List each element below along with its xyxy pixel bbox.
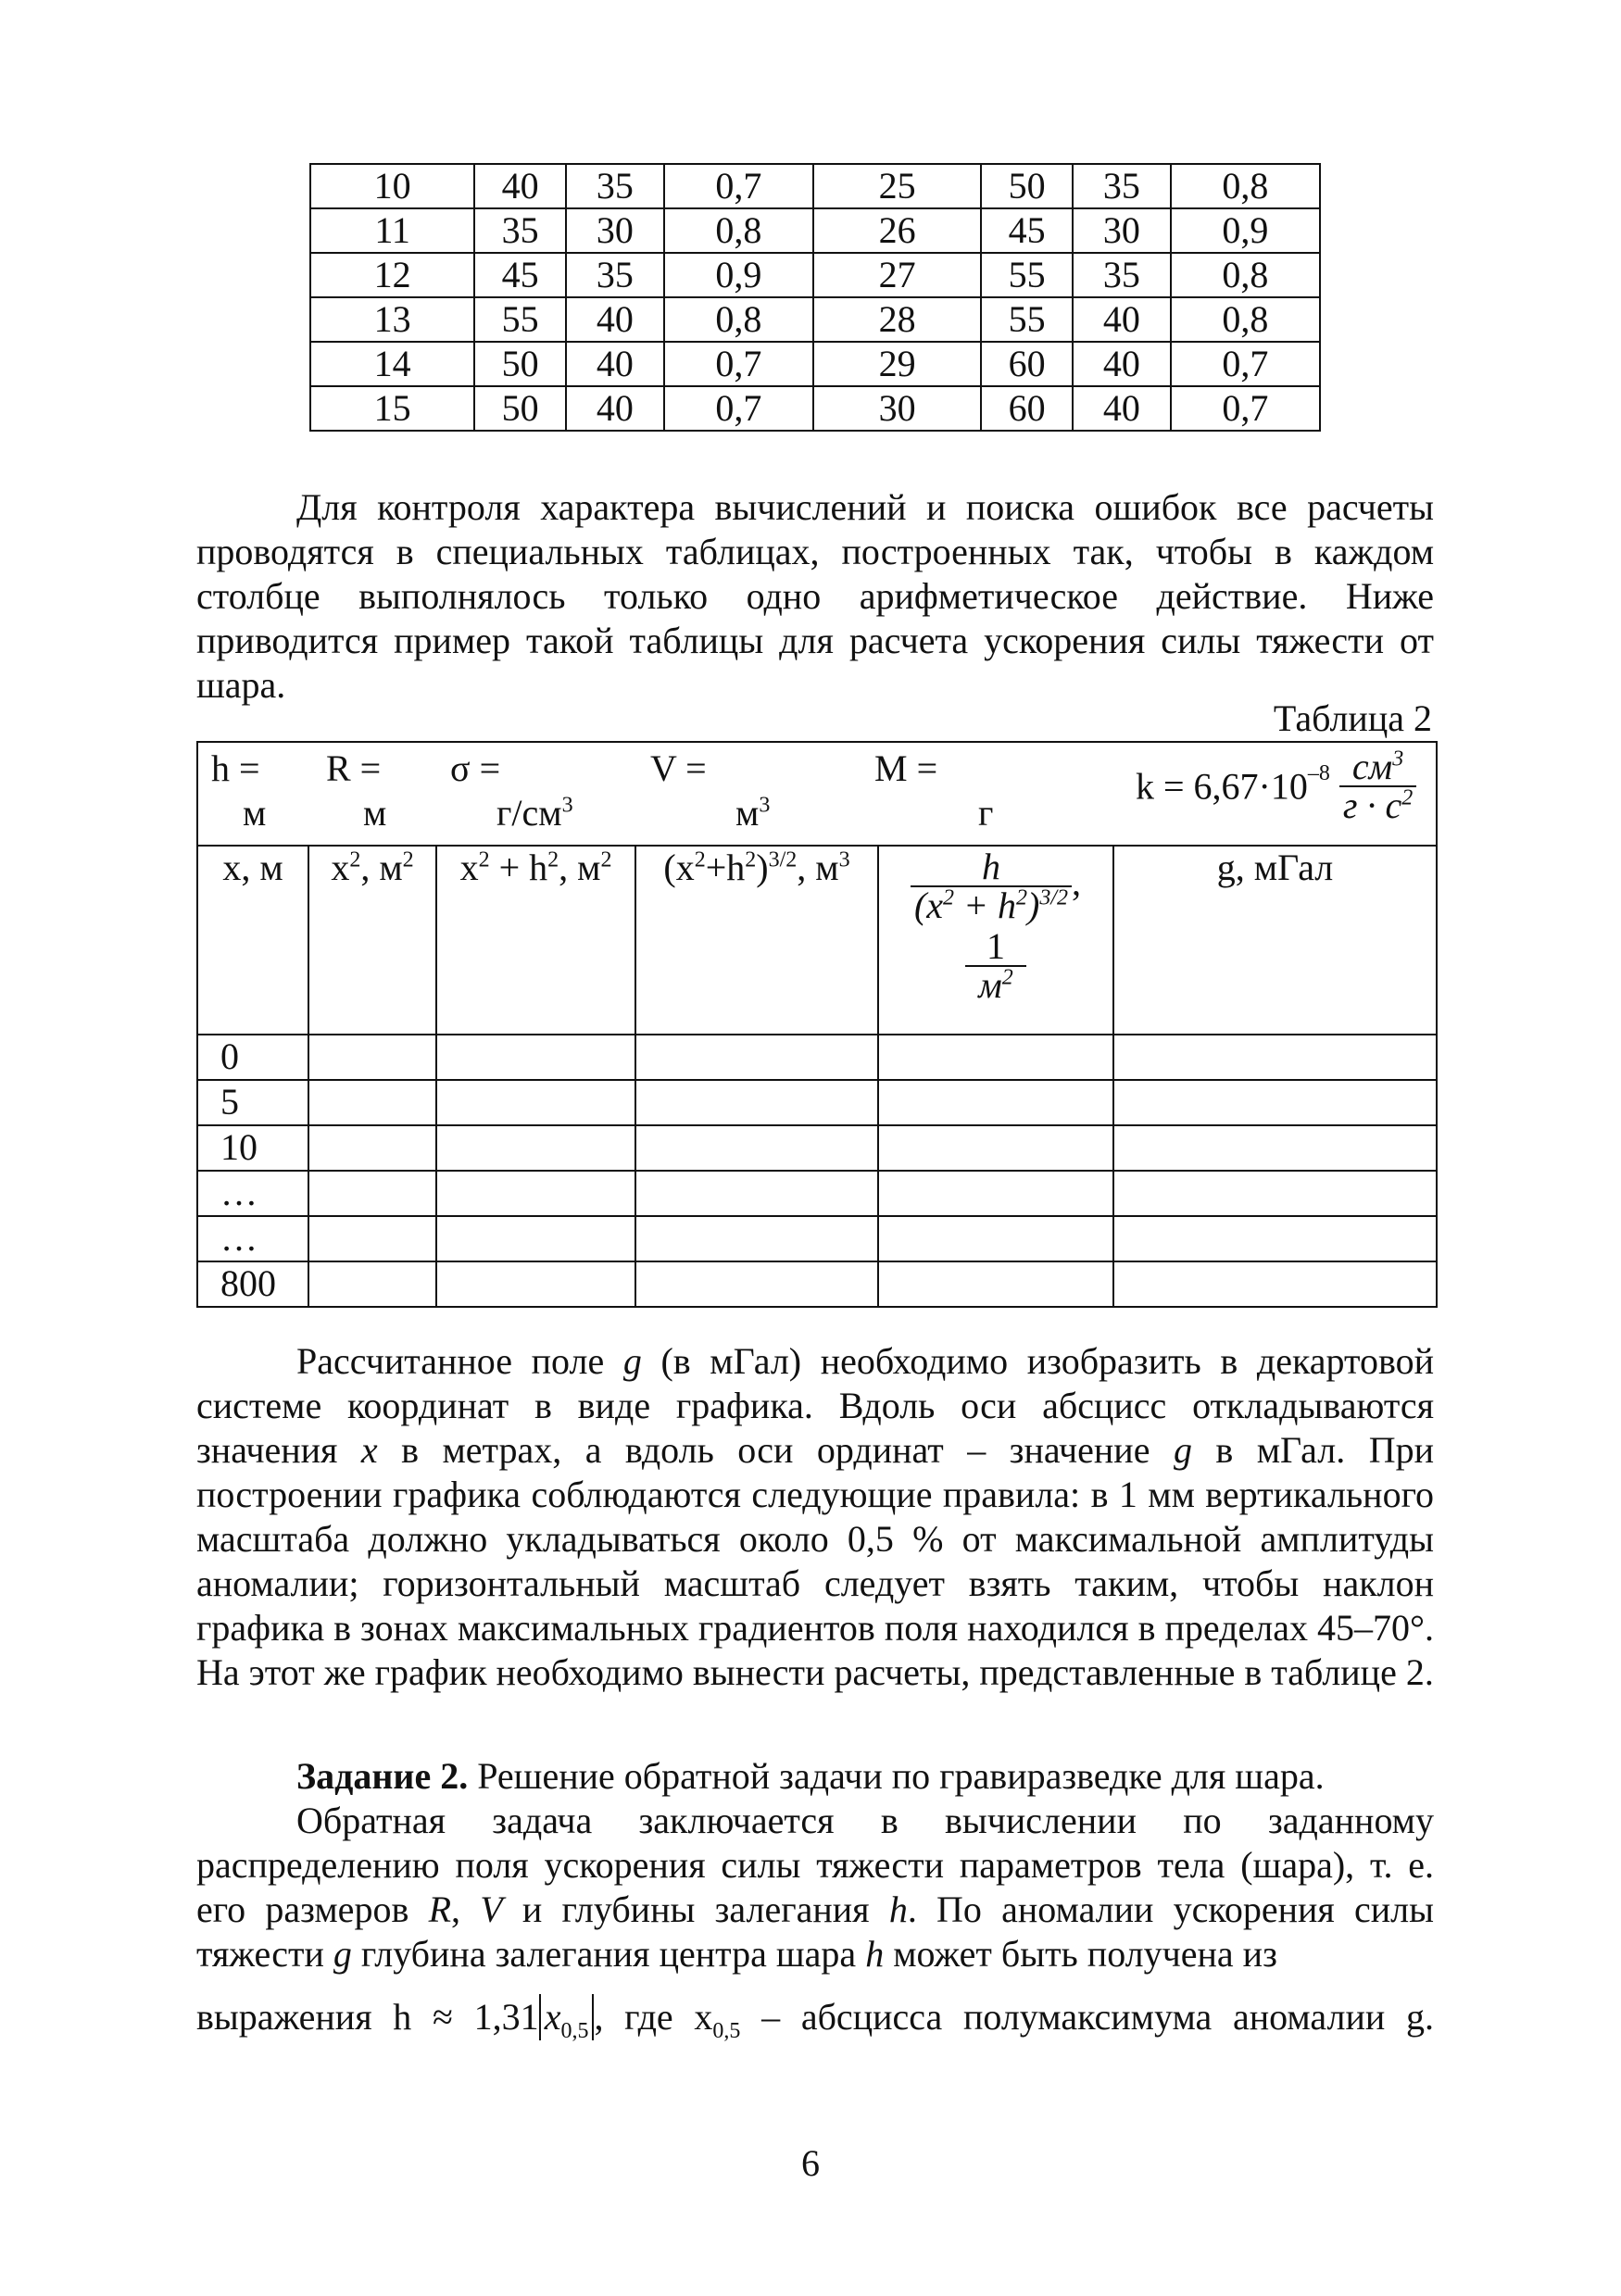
param-m-label: M = xyxy=(874,747,938,789)
table-cell: 0,9 xyxy=(664,253,813,297)
empty-cell xyxy=(635,1035,878,1080)
empty-cell xyxy=(436,1171,635,1216)
empty-cell xyxy=(878,1035,1113,1080)
page-number: 6 xyxy=(801,2142,820,2184)
empty-cell xyxy=(878,1125,1113,1171)
column-headers-row xyxy=(197,846,1437,1035)
table-row xyxy=(310,386,1320,431)
col-header-power: $(x^2+h^2)^{3/2}$, $м^3$ xyxy=(635,846,878,1035)
x-value-cell: 10 xyxy=(197,1125,308,1171)
x-value-cell: … xyxy=(197,1171,308,1216)
table-cell: 50 xyxy=(474,342,566,386)
k-units-fraction: $\frac{см^3}{г \cdot с^2}$ xyxy=(1339,748,1416,824)
empty-cell xyxy=(635,1261,878,1307)
formula-line: выражения h ≈ 1,31 $x_{0,5}$ , где $x_{0,5}$ – абсцисса полумаксимума аномалии g. xyxy=(196,1996,1434,2043)
empty-cell xyxy=(878,1171,1113,1216)
table-cell: 40 xyxy=(566,342,664,386)
empty-cell xyxy=(308,1171,436,1216)
table-row xyxy=(310,253,1320,297)
table-cell: 35 xyxy=(566,253,664,297)
empty-cell xyxy=(308,1080,436,1125)
empty-cell xyxy=(436,1261,635,1307)
empty-cell xyxy=(436,1216,635,1261)
table-cell: 28 xyxy=(813,297,981,342)
table-cell: 0,8 xyxy=(1171,297,1320,342)
empty-cell xyxy=(1113,1125,1437,1171)
empty-cell xyxy=(1113,1171,1437,1216)
empty-cell xyxy=(878,1080,1113,1125)
table2-caption: Таблица 2 xyxy=(1273,697,1432,739)
empty-cell xyxy=(308,1261,436,1307)
parameters-cell xyxy=(198,743,1436,845)
x-value-cell: 0 xyxy=(197,1035,308,1080)
table-cell: 40 xyxy=(1073,386,1171,431)
empty-cell xyxy=(436,1035,635,1080)
table-cell: 30 xyxy=(566,208,664,253)
x-value-cell: 5 xyxy=(197,1080,308,1125)
unit-fraction: $\frac{1}{м^2}$ xyxy=(965,928,1026,1004)
table-cell: 55 xyxy=(981,253,1073,297)
param-r-unit: м xyxy=(363,792,387,834)
empty-cell xyxy=(635,1216,878,1261)
table-cell: 35 xyxy=(474,208,566,253)
param-r-label: R = xyxy=(326,747,382,789)
table-cell: 40 xyxy=(566,386,664,431)
table-cell: 40 xyxy=(566,297,664,342)
table-cell: 29 xyxy=(813,342,981,386)
empty-cell xyxy=(436,1080,635,1125)
param-h-unit: м xyxy=(243,792,267,834)
table-cell: 26 xyxy=(813,208,981,253)
table-row xyxy=(197,1035,1437,1080)
param-h-label: h = xyxy=(211,747,260,789)
empty-cell xyxy=(635,1171,878,1216)
empty-cell xyxy=(635,1080,878,1125)
table-cell: 30 xyxy=(1073,208,1171,253)
table-cell: 14 xyxy=(310,342,474,386)
col-header-g: g, мГал xyxy=(1113,846,1437,1035)
empty-cell xyxy=(308,1035,436,1080)
calculation-table-body xyxy=(197,1035,1437,1307)
table-cell: 50 xyxy=(474,386,566,431)
table-cell: 10 xyxy=(310,164,474,208)
empty-cell xyxy=(308,1125,436,1171)
paragraph-graph-rules: Рассчитанное поле g (в мГал) необходимо изобразить в декартовой системе координат в виде графика. Вдоль оси абсцисс откладываются значения x в метрах, а вдоль оси ординат – значение g в мГал. При построении графика соблюдаются следующие правила: в 1 мм вертикального масштаба должно укладываться около 0,5 % от максимальной амплитуды аномалии; горизонтальный масштаб следует взять таким, чтобы наклон графика в зонах максимальных градиентов поля находился в пределах 45–70°. На этот же график необходимо вынести расчеты, представленные в таблице 2. xyxy=(196,1340,1434,1693)
table-cell: 0,7 xyxy=(664,386,813,431)
col-header-x2: $x^2$, $м^2$ xyxy=(308,846,436,1035)
table-cell: 0,9 xyxy=(1171,208,1320,253)
table-cell: 0,8 xyxy=(664,208,813,253)
table-cell: 13 xyxy=(310,297,474,342)
table-cell: 50 xyxy=(981,164,1073,208)
table-cell: 35 xyxy=(566,164,664,208)
table-row xyxy=(197,1216,1437,1261)
empty-cell xyxy=(1113,1261,1437,1307)
table-cell: 45 xyxy=(474,253,566,297)
table-cell: 25 xyxy=(813,164,981,208)
empty-cell xyxy=(436,1125,635,1171)
empty-cell xyxy=(1113,1080,1437,1125)
calculation-table xyxy=(196,741,1438,1308)
table-row xyxy=(310,342,1320,386)
table-cell: 55 xyxy=(981,297,1073,342)
data-table-variants xyxy=(309,163,1321,432)
table-row xyxy=(310,164,1320,208)
param-sigma-unit: $г/см^3$ xyxy=(496,792,573,834)
table-cell: 40 xyxy=(1073,297,1171,342)
table-row xyxy=(197,1261,1437,1307)
ratio-fraction: $\frac{h}{(x^2 + h^2)^{3/2}}$ xyxy=(911,848,1072,924)
col-header-x: x, м xyxy=(197,846,308,1035)
table-cell: 0,7 xyxy=(1171,342,1320,386)
table-cell: 0,8 xyxy=(664,297,813,342)
param-m-unit: г xyxy=(978,792,994,834)
empty-cell xyxy=(308,1216,436,1261)
table-cell: 45 xyxy=(981,208,1073,253)
table-cell: 15 xyxy=(310,386,474,431)
table-cell: 0,8 xyxy=(1171,164,1320,208)
x-value-cell: 800 xyxy=(197,1261,308,1307)
empty-cell xyxy=(1113,1216,1437,1261)
table-cell: 0,7 xyxy=(1171,386,1320,431)
param-k-formula: $k = 6,67\cdot 10^{-8}$ $\frac{см^3}{г \cdot с^2}$ xyxy=(1136,748,1416,824)
paragraph-inverse-problem: Обратная задача заключается в вычислении по заданному распределению поля ускорения силы тяжести параметров тела (шара), т. е. его размеров R, V и глубины залегания h. По аномалии ускорения силы тяжести g глубина залегания центра шара h может быть получена из xyxy=(196,1800,1435,1975)
col-header-x2-plus-h2: $x^2 + h^2$, $м^2$ xyxy=(436,846,635,1035)
table-row xyxy=(310,297,1320,342)
abs-x05: $x_{0,5}$ xyxy=(539,1994,595,2040)
table-cell: 0,7 xyxy=(664,342,813,386)
table-row xyxy=(197,1080,1437,1125)
empty-cell xyxy=(1113,1035,1437,1080)
param-v-label: V = xyxy=(650,747,707,789)
table-row xyxy=(197,1125,1437,1171)
table-cell: 35 xyxy=(1073,253,1171,297)
paragraph-calculation-control: Для контроля характера вычислений и поиска ошибок все расчеты проводятся в специальных таблицах, построенных так, чтобы в каждом столбце выполнялось только одно арифметическое действие. Ниже приводится пример такой таблицы для расчета ускорения силы тяжести от шара. xyxy=(196,486,1434,706)
table-cell: 55 xyxy=(474,297,566,342)
table-cell: 27 xyxy=(813,253,981,297)
col-header-ratio: $\frac{h}{(x^2 + h^2)^{3/2}}$ , $\frac{1}{м^2}$ xyxy=(878,846,1113,1035)
table-cell: 11 xyxy=(310,208,474,253)
table-cell: 60 xyxy=(981,342,1073,386)
table-row xyxy=(197,1171,1437,1216)
param-sigma-label: σ = xyxy=(450,747,501,789)
table-cell: 60 xyxy=(981,386,1073,431)
parameters-row xyxy=(197,742,1437,846)
table-cell: 30 xyxy=(813,386,981,431)
table-row xyxy=(310,208,1320,253)
table-cell: 12 xyxy=(310,253,474,297)
x-value-cell: … xyxy=(197,1216,308,1261)
empty-cell xyxy=(635,1125,878,1171)
table-cell: 35 xyxy=(1073,164,1171,208)
table-cell: 0,7 xyxy=(664,164,813,208)
table-cell: 0,8 xyxy=(1171,253,1320,297)
empty-cell xyxy=(878,1261,1113,1307)
table-cell: 40 xyxy=(474,164,566,208)
param-v-unit: $м^3$ xyxy=(735,792,771,834)
data-table-body xyxy=(310,164,1320,431)
task2-heading: Задание 2. Решение обратной задачи по гравиразведке для шара. xyxy=(296,1755,1325,1797)
empty-cell xyxy=(878,1216,1113,1261)
table-cell: 40 xyxy=(1073,342,1171,386)
